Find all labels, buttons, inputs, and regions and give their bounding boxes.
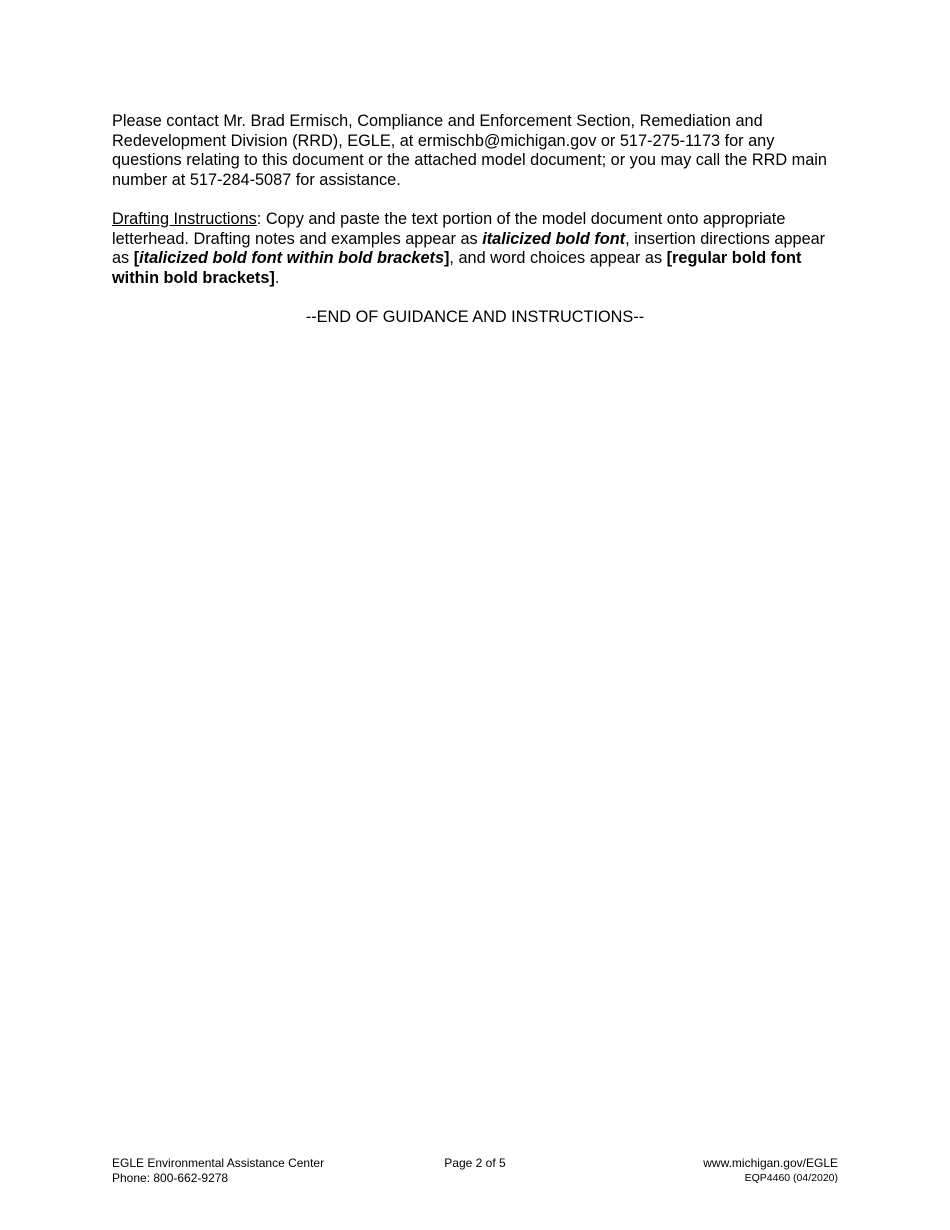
bracket-open: [ <box>133 249 140 268</box>
drafting-instructions-heading: Drafting Instructions <box>112 210 257 228</box>
footer-org: EGLE Environmental Assistance Center <box>112 1156 325 1170</box>
footer-center <box>400 1156 550 1171</box>
footer-website: www.michigan.gov/EGLE <box>703 1156 838 1170</box>
drafting-example-word-choice: [regular bold font within bold brackets] <box>112 249 802 287</box>
drafting-text-4: . <box>274 268 280 287</box>
drafting-text-2: , insertion directions appear as <box>112 229 826 268</box>
footer-left <box>112 1156 324 1185</box>
drafting-instructions-paragraph <box>112 210 830 288</box>
drafting-text-3: , and word choices appear as <box>449 249 667 268</box>
drafting-text-1: : Copy and paste the text portion of the model document onto appropriate letterhead. Drafting notes and examples appear as <box>112 210 786 248</box>
footer-form-id: EQP4460 (04/2020) <box>744 1171 838 1184</box>
drafting-example-insertion: italicized bold font within bold brackets <box>139 249 444 268</box>
page-number: Page 2 of 5 <box>444 1156 506 1170</box>
footer-phone: Phone: 800-662-9278 <box>112 1170 229 1185</box>
contact-paragraph: Please contact Mr. Brad Ermisch, Compliance and Enforcement Section, Remediation and Redevelopment Division (RRD), EGLE, at ermischb@michigan.gov or 517-275-1173 for any questions relating to this document or the attached model document; or you may call the RRD main number at 517-284-5087 for assistance. <box>112 112 827 189</box>
bracket-close: ] <box>444 249 450 268</box>
drafting-example-italic-bold: italicized bold font <box>482 229 626 248</box>
footer-right <box>703 1156 838 1185</box>
end-of-guidance-line: --END OF GUIDANCE AND INSTRUCTIONS-- <box>305 308 645 326</box>
